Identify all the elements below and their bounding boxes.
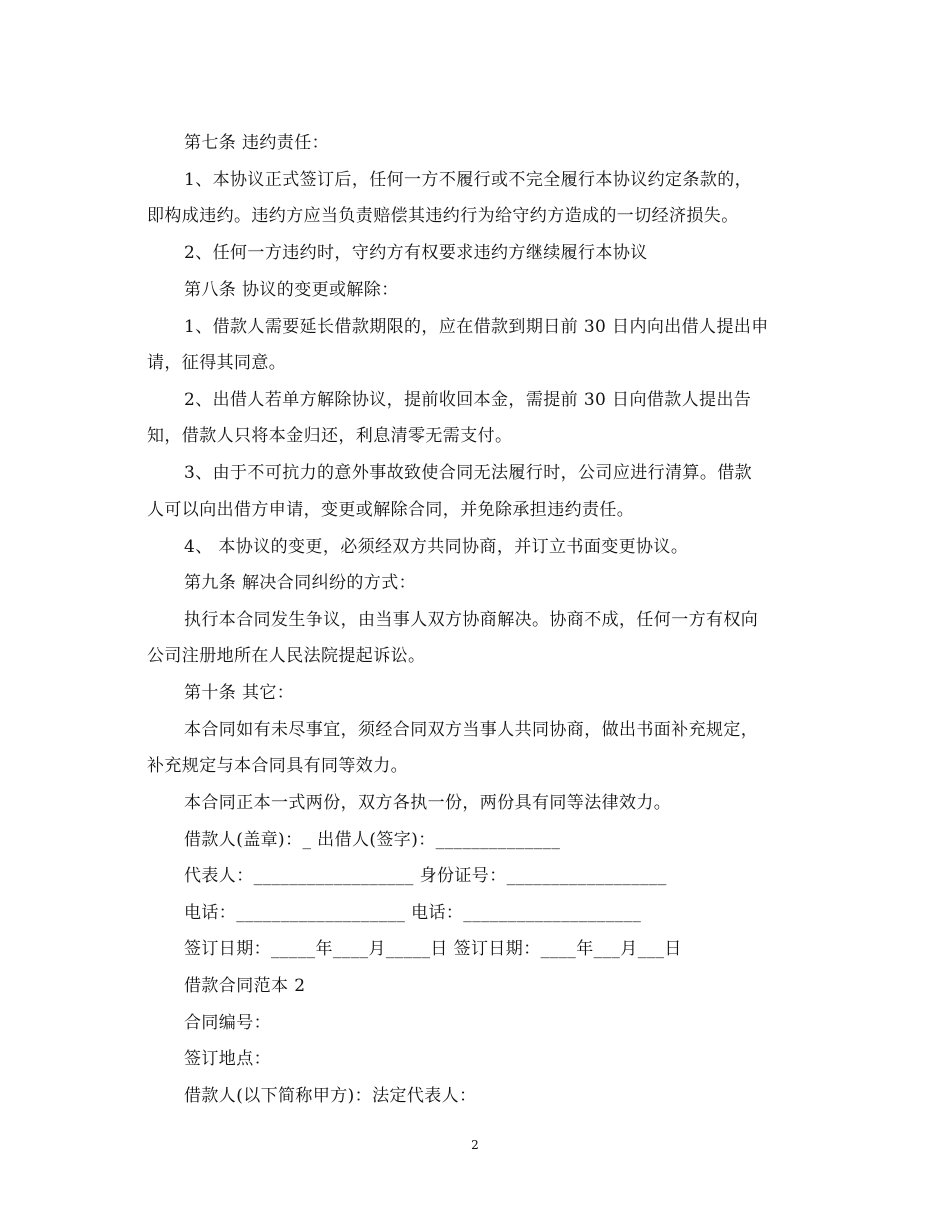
contract-number-field: 合同编号：: [184, 1013, 271, 1033]
page-number: 2: [471, 1138, 479, 1152]
signature-line-representative: 代表人：__________________ 身份证号：__________________: [184, 866, 667, 886]
paragraph-line: 公司注册地所在人民法院提起诉讼。: [147, 646, 426, 666]
paragraph-line: 执行本合同发生争议，由当事人双方协商解决。协商不成，任何一方有权向: [184, 610, 759, 630]
paragraph-line: 即构成违约。违约方应当负责赔偿其违约行为给守约方造成的一切经济损失。: [147, 206, 739, 226]
paragraph-line: 2、出借人若单方解除协议，提前收回本金，需提前 30 日向借款人提出告: [184, 390, 752, 410]
paragraph-line: 人可以向出借方申请，变更或解除合同，并免除承担违约责任。: [147, 500, 635, 520]
article-7-heading: 第七条 违约责任：: [184, 133, 330, 153]
paragraph-line: 4、 本协议的变更，必须经双方共同协商，并订立书面变更协议。: [184, 537, 689, 557]
signature-line-phone: 电话：___________________ 电话：____________________: [184, 903, 642, 923]
article-8-heading: 第八条 协议的变更或解除：: [184, 280, 399, 300]
signing-place-field: 签订地点：: [184, 1049, 271, 1069]
borrower-field: 借款人(以下简称甲方)：法定代表人：: [184, 1086, 477, 1106]
paragraph-line: 本合同如有未尽事宜，须经合同双方当事人共同协商，做出书面补充规定，: [184, 720, 759, 740]
paragraph-line: 2、任何一方违约时，守约方有权要求违约方继续履行本协议: [184, 243, 648, 263]
paragraph-line: 1、本协议正式签订后，任何一方不履行或不完全履行本协议约定条款的，: [184, 170, 753, 190]
article-9-heading: 第九条 解决合同纠纷的方式：: [184, 573, 417, 593]
signature-line-date: 签订日期：_____年____月_____日 签订日期：____年___月___日: [184, 939, 682, 959]
paragraph-line: 3、由于不可抗力的意外事故致使合同无法履行时，公司应进行清算。借款: [184, 463, 753, 483]
signature-line-parties: 借款人(盖章)：_ 出借人(签字)：______________: [184, 830, 561, 850]
paragraph-line: 补充规定与本合同具有同等效力。: [147, 756, 408, 776]
article-10-heading: 第十条 其它：: [184, 683, 295, 703]
section-title: 借款合同范本 2: [184, 976, 306, 996]
paragraph-line: 本合同正本一式两份，双方各执一份，两份具有同等法律效力。: [184, 793, 672, 813]
paragraph-line: 请，征得其同意。: [147, 353, 287, 373]
paragraph-line: 1、借款人需要延长借款期限的，应在借款到期日前 30 日内向出借人提出申: [184, 317, 769, 337]
paragraph-line: 知，借款人只将本金归还，利息清零无需支付。: [147, 426, 513, 446]
